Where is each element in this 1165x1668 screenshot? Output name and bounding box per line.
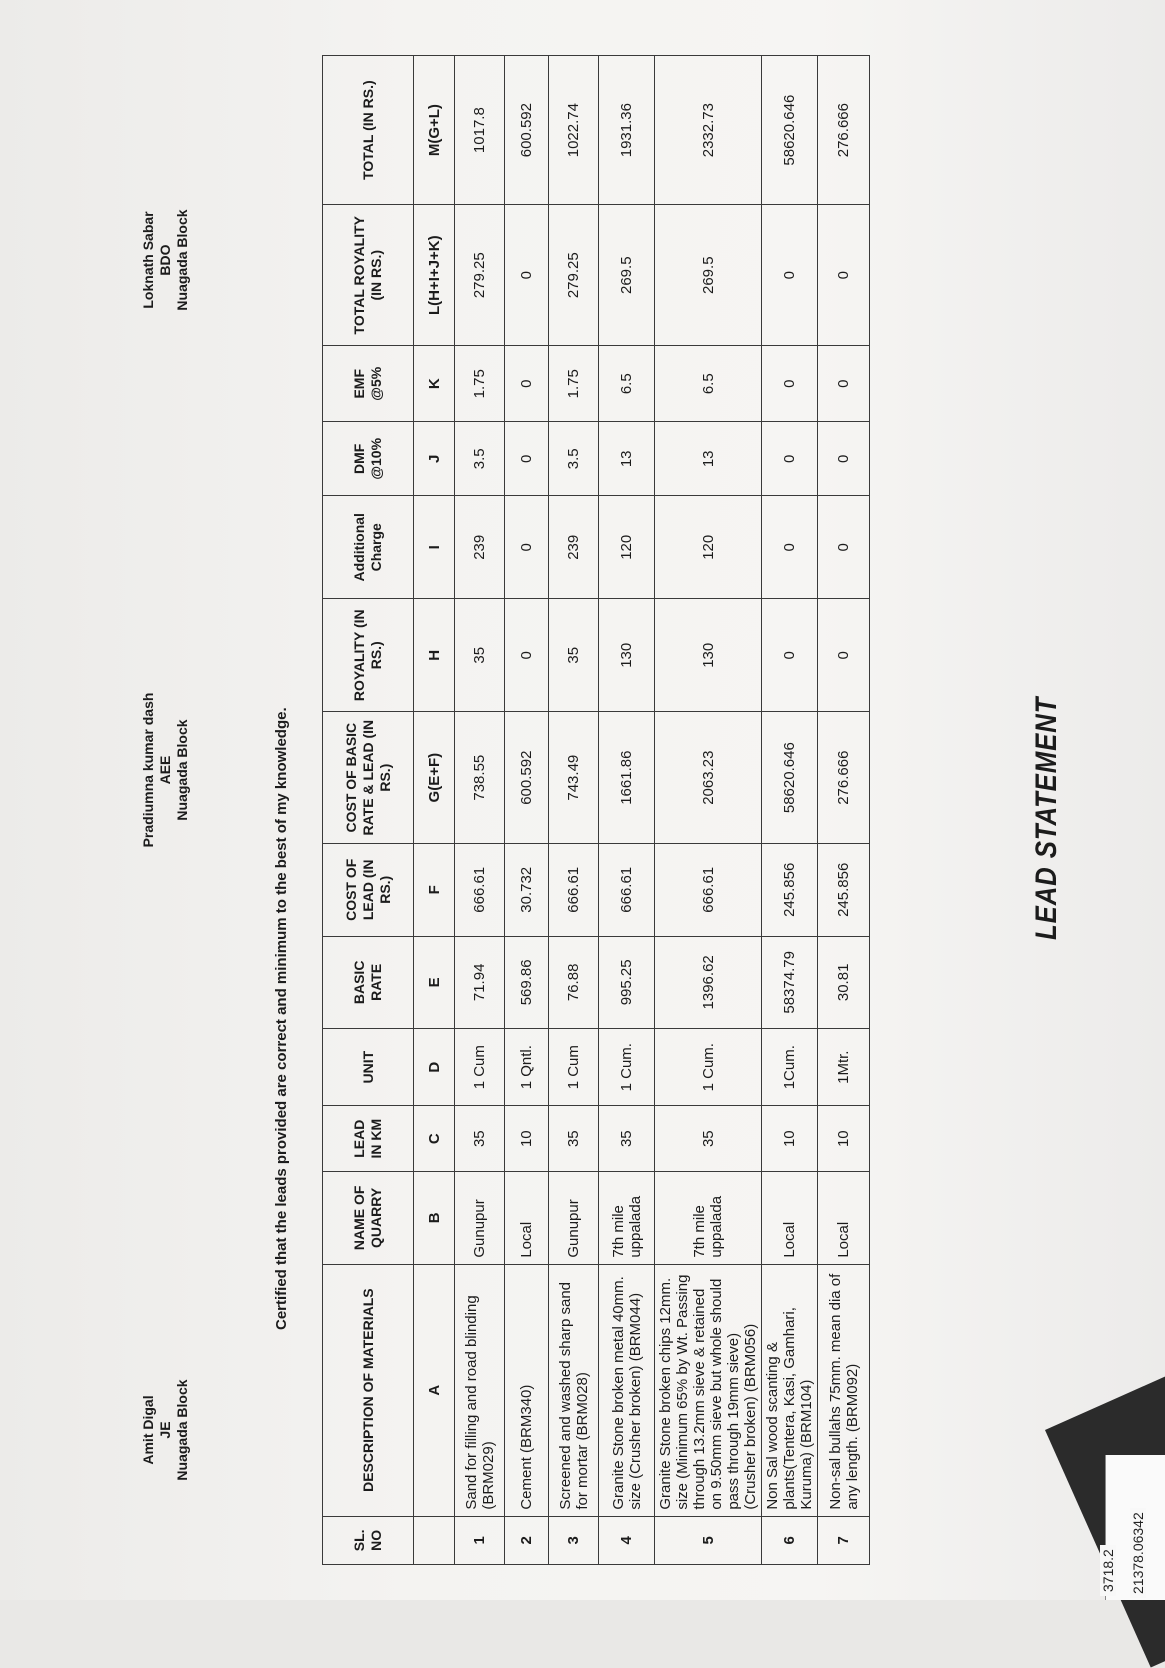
table-cell: 666.61 xyxy=(599,844,655,937)
table-row xyxy=(599,56,655,1565)
signature-je xyxy=(140,1300,191,1560)
table-cell: 279.25 xyxy=(549,205,599,346)
table-cell: 0 xyxy=(762,599,818,712)
material-description: Granite Stone broken metal 40mm. size (Crusher broken) (BRM044) xyxy=(599,1264,655,1516)
col-header: DMF @10% xyxy=(323,422,414,496)
column-letter: J xyxy=(414,422,455,496)
material-description: Non-sal bullahs 75mm. mean dia of any length. (BRM092) xyxy=(818,1264,870,1516)
serial-number: 2 xyxy=(505,1516,549,1564)
col-header: DESCRIPTION OF MATERIALS xyxy=(323,1264,414,1516)
table-cell: 1 Cum xyxy=(549,1029,599,1106)
table-cell: 0 xyxy=(505,599,549,712)
table-cell: 130 xyxy=(655,599,762,712)
table-cell: 35 xyxy=(599,1106,655,1172)
signatory-name: Pradiumna kumar dash xyxy=(140,692,156,848)
column-letter: D xyxy=(414,1029,455,1106)
table-cell: 1661.86 xyxy=(599,712,655,844)
table-cell: 738.55 xyxy=(455,712,505,844)
material-description: Non Sal wood scanting & plants(Tentera, Kasi, Gamhari, Kuruma) (BRM104) xyxy=(762,1264,818,1516)
table-cell: 6.5 xyxy=(599,346,655,422)
table-cell: 120 xyxy=(599,496,655,599)
column-letter: A xyxy=(414,1264,455,1516)
table-cell: Local xyxy=(505,1172,549,1265)
column-letter: C xyxy=(414,1106,455,1172)
signature-bdo xyxy=(140,130,191,390)
table-cell: 10 xyxy=(762,1106,818,1172)
table-cell: 0 xyxy=(505,346,549,422)
column-letter: I xyxy=(414,496,455,599)
table-cell: 58620.646 xyxy=(762,712,818,844)
table-cell: 2063.23 xyxy=(655,712,762,844)
table-cell: 120 xyxy=(655,496,762,599)
column-letter: E xyxy=(414,936,455,1029)
table-cell: 276.666 xyxy=(818,56,870,205)
table-cell: 0 xyxy=(818,422,870,496)
column-letter: H xyxy=(414,599,455,712)
col-header: ROYALITY (IN RS.) xyxy=(323,599,414,712)
col-header: TOTAL (IN RS.) xyxy=(323,56,414,205)
table-cell: 2332.73 xyxy=(655,56,762,205)
col-header: TOTAL ROYALITY (IN RS.) xyxy=(323,205,414,346)
table-cell: 569.86 xyxy=(505,936,549,1029)
table-cell: 35 xyxy=(455,1106,505,1172)
table-cell: 276.666 xyxy=(818,712,870,844)
col-header: COST OF BASIC RATE & LEAD (IN RS.) xyxy=(323,712,414,844)
table-row xyxy=(455,56,505,1565)
table-cell: 58374.79 xyxy=(762,936,818,1029)
table-cell: 0 xyxy=(762,496,818,599)
table-cell: 58620.646 xyxy=(762,56,818,205)
table-cell: 30.81 xyxy=(818,936,870,1029)
table-cell: 35 xyxy=(549,1106,599,1172)
col-header: LEAD IN KM xyxy=(323,1106,414,1172)
table-cell: 130 xyxy=(599,599,655,712)
table-cell: 3.5 xyxy=(455,422,505,496)
table-cell: 0 xyxy=(818,599,870,712)
col-header: NAME OF QUARRY xyxy=(323,1172,414,1265)
table-cell: 1 Cum. xyxy=(599,1029,655,1106)
table-cell: 600.592 xyxy=(505,56,549,205)
table-cell: 1.75 xyxy=(455,346,505,422)
table-cell: 7th mile uppalada xyxy=(599,1172,655,1265)
table-cell: 666.61 xyxy=(455,844,505,937)
table-cell: 1 Cum xyxy=(455,1029,505,1106)
serial-number: 4 xyxy=(599,1516,655,1564)
table-cell: 1Cum. xyxy=(762,1029,818,1106)
table-cell: 13 xyxy=(655,422,762,496)
column-letter: M(G+L) xyxy=(414,56,455,205)
table-row xyxy=(762,56,818,1565)
column-letter: F xyxy=(414,844,455,937)
table-cell: 666.61 xyxy=(549,844,599,937)
table-cell: 0 xyxy=(818,496,870,599)
table-cell: Gunupur xyxy=(549,1172,599,1265)
table-cell: 0 xyxy=(818,205,870,346)
signatory-designation: BDO xyxy=(157,244,173,276)
material-description: Screened and washed sharp sand for mortar (BRM028) xyxy=(549,1264,599,1516)
col-header: EMF @5% xyxy=(323,346,414,422)
column-letter xyxy=(414,1516,455,1564)
lead-statement-table xyxy=(322,55,870,1565)
table-cell: 279.25 xyxy=(455,205,505,346)
serial-number: 7 xyxy=(818,1516,870,1564)
table-cell: 0 xyxy=(762,422,818,496)
table-cell: 71.94 xyxy=(455,936,505,1029)
table-cell: 10 xyxy=(505,1106,549,1172)
table-cell: 1931.36 xyxy=(599,56,655,205)
table-cell: 3.5 xyxy=(549,422,599,496)
serial-number: 3 xyxy=(549,1516,599,1564)
col-header: COST OF LEAD (IN RS.) xyxy=(323,844,414,937)
table-cell: 13 xyxy=(599,422,655,496)
table-cell: 245.856 xyxy=(762,844,818,937)
column-letter: B xyxy=(414,1172,455,1265)
table-cell: 35 xyxy=(549,599,599,712)
table-cell: 1 Cum. xyxy=(655,1029,762,1106)
signatory-name: Loknath Sabar xyxy=(140,211,156,309)
signatory-designation: JE xyxy=(157,1421,173,1439)
table-cell: 600.592 xyxy=(505,712,549,844)
column-letter-row xyxy=(414,56,455,1565)
table-cell: 7th mile uppalada xyxy=(655,1172,762,1265)
signatory-office: Nuagada Block xyxy=(174,209,190,311)
material-description: Sand for filling and road blinding (BRM029) xyxy=(455,1264,505,1516)
serial-number: 1 xyxy=(455,1516,505,1564)
col-header: Additional Charge xyxy=(323,496,414,599)
certification-text: Certified that the leads provided are correct and minimum to the best of my knowledge. xyxy=(273,707,290,1330)
table-cell: 6.5 xyxy=(655,346,762,422)
material-description: Granite Stone broken chips 12mm. size (Minimum 65% by Wt. Passing through 13.2mm sieve & retained on 9.50mm sieve but whole should pass through 19mm sieve) (Crusher broken) (BRM056) xyxy=(655,1264,762,1516)
table-cell: 35 xyxy=(655,1106,762,1172)
table-cell: Local xyxy=(762,1172,818,1265)
table-cell: 0 xyxy=(818,346,870,422)
signature-aee xyxy=(140,640,191,900)
material-description: Cement (BRM340) xyxy=(505,1264,549,1516)
table-cell: 743.49 xyxy=(549,712,599,844)
table-cell: 10 xyxy=(818,1106,870,1172)
table-cell: 269.5 xyxy=(599,205,655,346)
margin-number-2: 21378.06342 xyxy=(1130,1508,1146,1598)
table-cell: 666.61 xyxy=(655,844,762,937)
table-cell: Local xyxy=(818,1172,870,1265)
table-cell: 0 xyxy=(505,205,549,346)
table-cell: 239 xyxy=(549,496,599,599)
table-cell: 35 xyxy=(455,599,505,712)
table-cell: 0 xyxy=(505,422,549,496)
signatory-name: Amit Digal xyxy=(140,1395,156,1465)
col-header: BASIC RATE xyxy=(323,936,414,1029)
table-row xyxy=(505,56,549,1565)
table-cell: 269.5 xyxy=(655,205,762,346)
table-cell: 1022.74 xyxy=(549,56,599,205)
column-letter: L(H+I+J+K) xyxy=(414,205,455,346)
table-cell: 1017.8 xyxy=(455,56,505,205)
table-cell: 1 Qntl. xyxy=(505,1029,549,1106)
col-header: SL. NO xyxy=(323,1516,414,1564)
table-cell: 0 xyxy=(762,346,818,422)
table-cell: 0 xyxy=(762,205,818,346)
signatory-designation: AEE xyxy=(157,755,173,785)
table-row xyxy=(655,56,762,1565)
table-cell: 245.856 xyxy=(818,844,870,937)
table-row xyxy=(549,56,599,1565)
table-cell: 995.25 xyxy=(599,936,655,1029)
table-cell: 1Mtr. xyxy=(818,1029,870,1106)
signatory-office: Nuagada Block xyxy=(174,719,190,821)
serial-number: 5 xyxy=(655,1516,762,1564)
table-cell: 0 xyxy=(505,496,549,599)
table-cell: 239 xyxy=(455,496,505,599)
document-title: LEAD STATEMENT xyxy=(1030,696,1063,940)
table-cell: 1.75 xyxy=(549,346,599,422)
table-row xyxy=(818,56,870,1565)
serial-number: 6 xyxy=(762,1516,818,1564)
column-letter: G(E+F) xyxy=(414,712,455,844)
column-letter: K xyxy=(414,346,455,422)
table-cell: 30.732 xyxy=(505,844,549,937)
table-cell: 1396.62 xyxy=(655,936,762,1029)
header-row xyxy=(323,56,414,1565)
col-header: UNIT xyxy=(323,1029,414,1106)
table-cell: Gunupur xyxy=(455,1172,505,1265)
table-cell: 76.88 xyxy=(549,936,599,1029)
signatory-office: Nuagada Block xyxy=(174,1379,190,1481)
margin-number-1: 3718.2 xyxy=(1100,1545,1116,1596)
